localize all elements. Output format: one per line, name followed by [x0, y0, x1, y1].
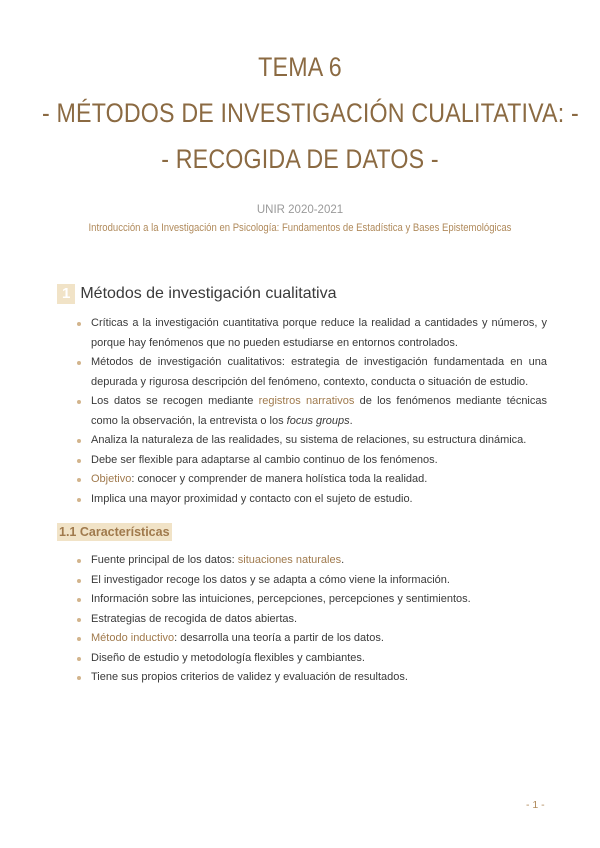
list-item: Críticas a la investigación cuantitativa porque reduce la realidad a cantidades y números, y porque hay fenómenos que no pueden estudiarse en entornos controlados. [75, 314, 547, 353]
list-item: Métodos de investigación cualitativos: estrategia de investigación fundamentada en una depurada y rigurosa descripción del fenómeno, contexto, conducta o situación de estudio. [75, 353, 547, 392]
bullet-icon [77, 459, 81, 463]
bullet-icon [77, 598, 81, 602]
list-item: Método inductivo: desarrolla una teoría a partir de los datos. [75, 629, 547, 649]
bullet-icon [77, 559, 81, 563]
section-1-1-heading [57, 523, 172, 541]
course-subtitle: Introducción a la Investigación en Psicología: Fundamentos de Estadística y Bases Epistemológicas [88, 222, 512, 234]
list-item: Objetivo: conocer y comprender de manera holística toda la realidad. [75, 470, 547, 490]
document-title [42, 44, 579, 182]
italic-term: focus groups [286, 414, 350, 427]
highlight-term: Método inductivo [91, 632, 175, 644]
list-item: Los datos se recogen mediante registros narrativos de los fenómenos mediante técnicas como la observación, la entrevista o los focus groups. [75, 392, 547, 431]
bullet-icon [77, 579, 81, 583]
list-item: Analiza la naturaleza de las realidades, su sistema de relaciones, su estructura dinámica. [75, 431, 547, 451]
document-header [0, 44, 600, 234]
list-item: Implica una mayor proximidad y contacto con el sujeto de estudio. [75, 490, 547, 510]
list-item: Fuente principal de los datos: situaciones naturales. [75, 551, 547, 571]
bullet-icon [77, 478, 81, 482]
section-1-number: 1 [57, 284, 75, 304]
bullet-icon [77, 637, 81, 641]
bullet-icon [77, 676, 81, 680]
highlight-term: situaciones naturales [237, 554, 342, 566]
bullet-icon [77, 361, 81, 365]
title-line-3: - RECOGIDA DE DATOS - [161, 144, 439, 174]
section-1-list [57, 314, 547, 509]
page-number: - 1 - [526, 799, 545, 811]
highlight-term: registros narrativos [258, 395, 355, 407]
bullet-icon [77, 657, 81, 661]
title-line-1: TEMA 6 [258, 52, 342, 82]
section-1-1-number: 1.1 [59, 525, 77, 539]
section-1-1-title: Características [79, 525, 170, 539]
academic-year: UNIR 2020-2021 [256, 204, 344, 216]
highlight-term: Objetivo [91, 473, 132, 485]
bullet-icon [77, 322, 81, 326]
bullet-icon [77, 439, 81, 443]
list-item: Estrategias de recogida de datos abiertas. [75, 610, 547, 630]
title-line-2: - MÉTODOS DE INVESTIGACIÓN CUALITATIVA: - [42, 98, 579, 128]
section-1-1-list [57, 551, 547, 688]
bullet-icon [77, 618, 81, 622]
list-item: El investigador recoge los datos y se adapta a cómo viene la información. [75, 571, 547, 591]
list-item: Debe ser flexible para adaptarse al cambio continuo de los fenómenos. [75, 451, 547, 471]
section-1 [57, 284, 547, 688]
bullet-icon [77, 498, 81, 502]
bullet-icon [77, 400, 81, 404]
section-1-heading [57, 284, 547, 304]
list-item: Tiene sus propios criterios de validez y evaluación de resultados. [75, 668, 547, 688]
section-1-title: Métodos de investigación cualitativa [80, 285, 337, 302]
list-item: Información sobre las intuiciones, percepciones, percepciones y sentimientos. [75, 590, 547, 610]
list-item: Diseño de estudio y metodología flexibles y cambiantes. [75, 649, 547, 669]
